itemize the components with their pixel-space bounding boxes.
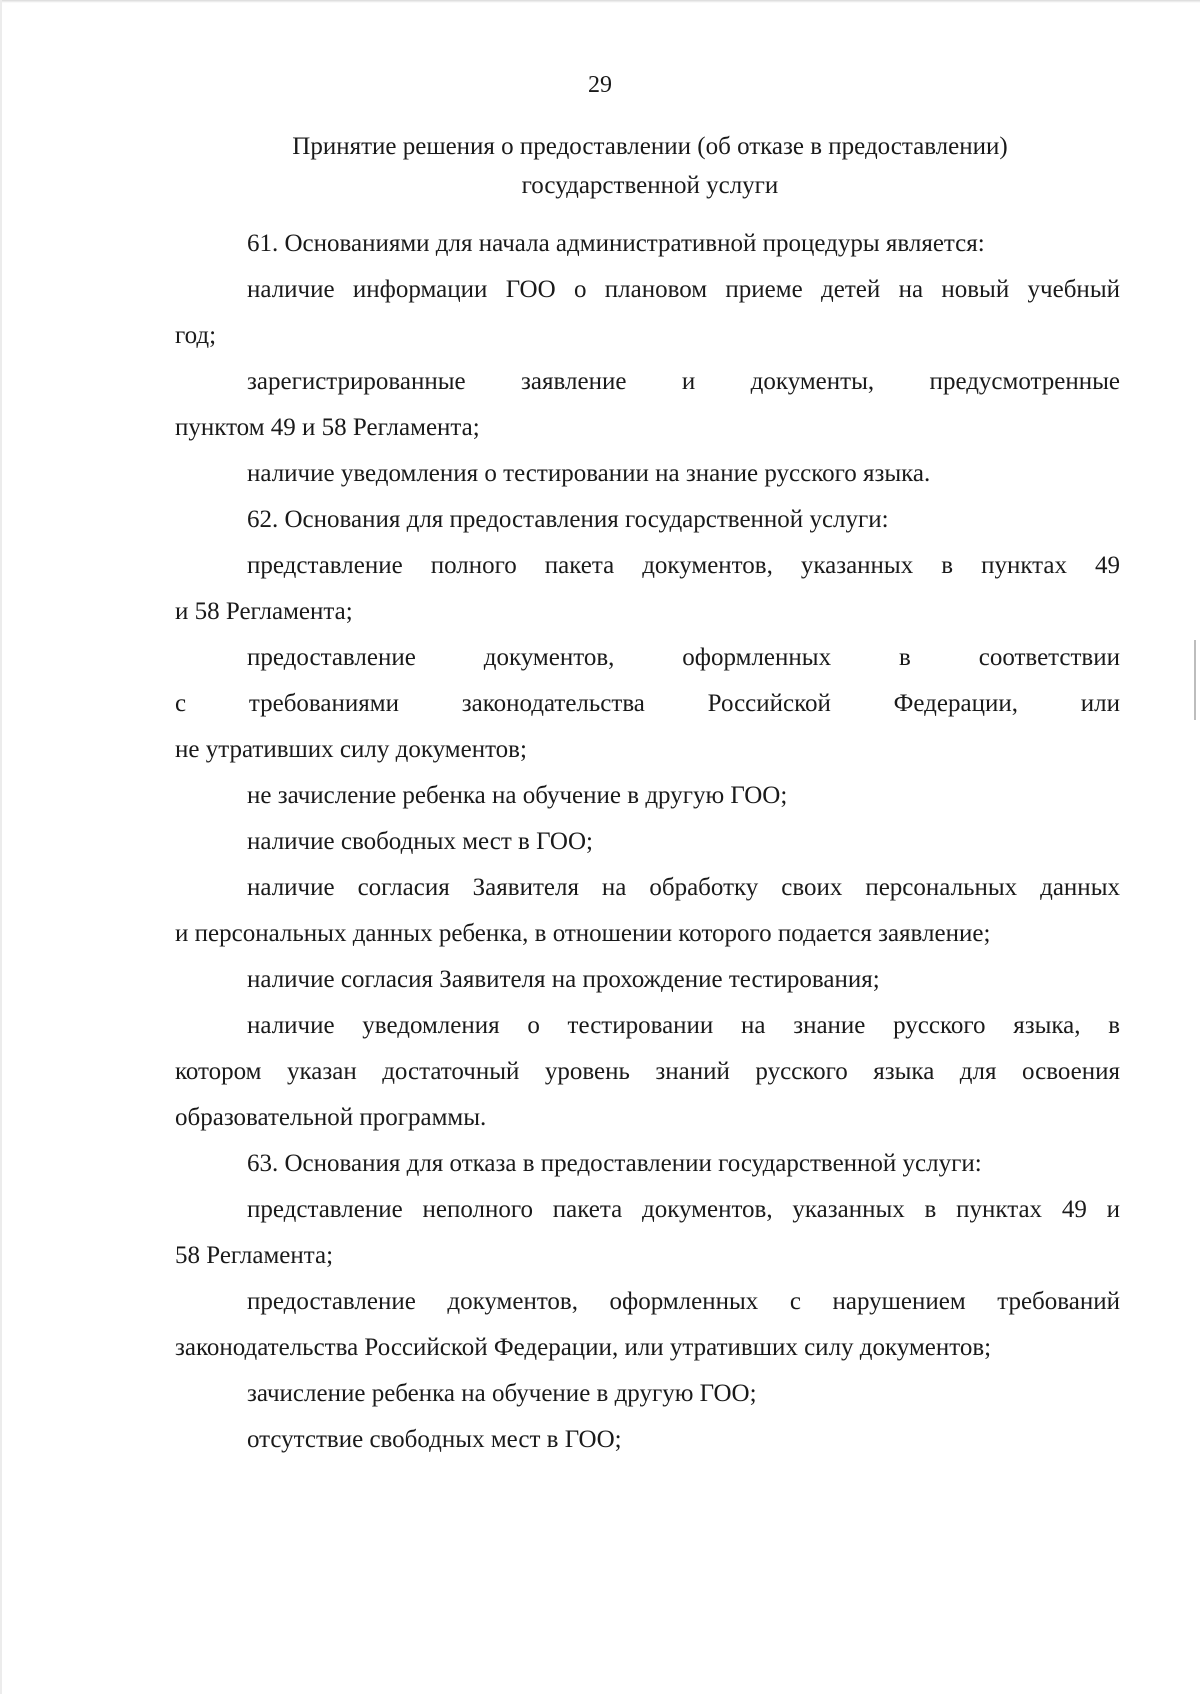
paragraph-line: законодательства Российской Федерации, или утративших силу документов; <box>175 1334 992 1361</box>
scan-edge-right <box>1194 640 1196 720</box>
paragraph <box>175 819 1120 865</box>
paragraph-line: наличие согласия Заявителя на прохождение тестирования; <box>247 966 880 993</box>
paragraph-line: наличие информации ГОО о плановом приеме детей на новый учебный <box>247 276 1120 303</box>
paragraph-line: пунктом 49 и 58 Регламента; <box>175 414 480 441</box>
paragraph-line: представление неполного пакета документов, указанных в пунктах 49 и <box>247 1196 1120 1223</box>
paragraph <box>175 635 1120 773</box>
section-title <box>175 127 1125 205</box>
paragraph-line: зачисление ребенка на обучение в другую ГОО; <box>247 1380 757 1407</box>
paragraph <box>175 451 1120 497</box>
paragraph-line: с требованиями законодательства Российской Федерации, или <box>175 690 1120 717</box>
paragraph <box>175 267 1120 359</box>
paragraph-line: и 58 Регламента; <box>175 598 353 625</box>
paragraph <box>175 957 1120 1003</box>
paragraph <box>175 359 1120 451</box>
section-title-line-2: государственной услуги <box>521 172 779 199</box>
paragraph-line: 58 Регламента; <box>175 1242 334 1269</box>
document-body <box>175 221 1120 1463</box>
paragraph-line: наличие свободных мест в ГОО; <box>247 828 593 855</box>
page-number: 29 <box>588 72 612 98</box>
paragraph-line: котором указан достаточный уровень знаний русского языка для освоения <box>175 1058 1120 1085</box>
paragraph-line: наличие согласия Заявителя на обработку своих персональных данных <box>247 874 1120 901</box>
paragraph <box>175 543 1120 635</box>
section-title-line-1: Принятие решения о предоставлении (об отказе в предоставлении) <box>292 133 1008 160</box>
paragraph-line: 61. Основаниями для начала административной процедуры является: <box>247 230 985 257</box>
paragraph-line: образовательной программы. <box>175 1104 487 1131</box>
paragraph <box>175 1187 1120 1279</box>
paragraph-line: предоставление документов, оформленных в соответствии <box>247 644 1120 671</box>
paragraph-line: 62. Основания для предоставления государственной услуги: <box>247 506 889 533</box>
paragraph-line: не зачисление ребенка на обучение в другую ГОО; <box>247 782 788 809</box>
paragraph-line: наличие уведомления о тестировании на знание русского языка, в <box>247 1012 1120 1039</box>
paragraph <box>175 221 1120 267</box>
paragraph-line: наличие уведомления о тестировании на знание русского языка. <box>247 460 931 487</box>
paragraph-line: представление полного пакета документов, указанных в пунктах 49 <box>247 552 1120 579</box>
paragraph <box>175 1371 1120 1417</box>
paragraph <box>175 1417 1120 1463</box>
paragraph <box>175 1141 1120 1187</box>
paragraph <box>175 1279 1120 1371</box>
scan-edge-top <box>0 0 1200 3</box>
paragraph <box>175 865 1120 957</box>
paragraph-line: отсутствие свободных мест в ГОО; <box>247 1426 622 1453</box>
paragraph-line: не утративших силу документов; <box>175 736 527 763</box>
paragraph <box>175 1003 1120 1141</box>
scan-edge-left <box>0 0 2 1694</box>
paragraph-line: зарегистрированные заявление и документы, предусмотренные <box>247 368 1120 395</box>
paragraph <box>175 497 1120 543</box>
paragraph-line: и персональных данных ребенка, в отношении которого подается заявление; <box>175 920 991 947</box>
paragraph-line: год; <box>175 322 217 349</box>
paragraph-line: 63. Основания для отказа в предоставлении государственной услуги: <box>247 1150 982 1177</box>
paragraph <box>175 773 1120 819</box>
paragraph-line: предоставление документов, оформленных с нарушением требований <box>247 1288 1120 1315</box>
